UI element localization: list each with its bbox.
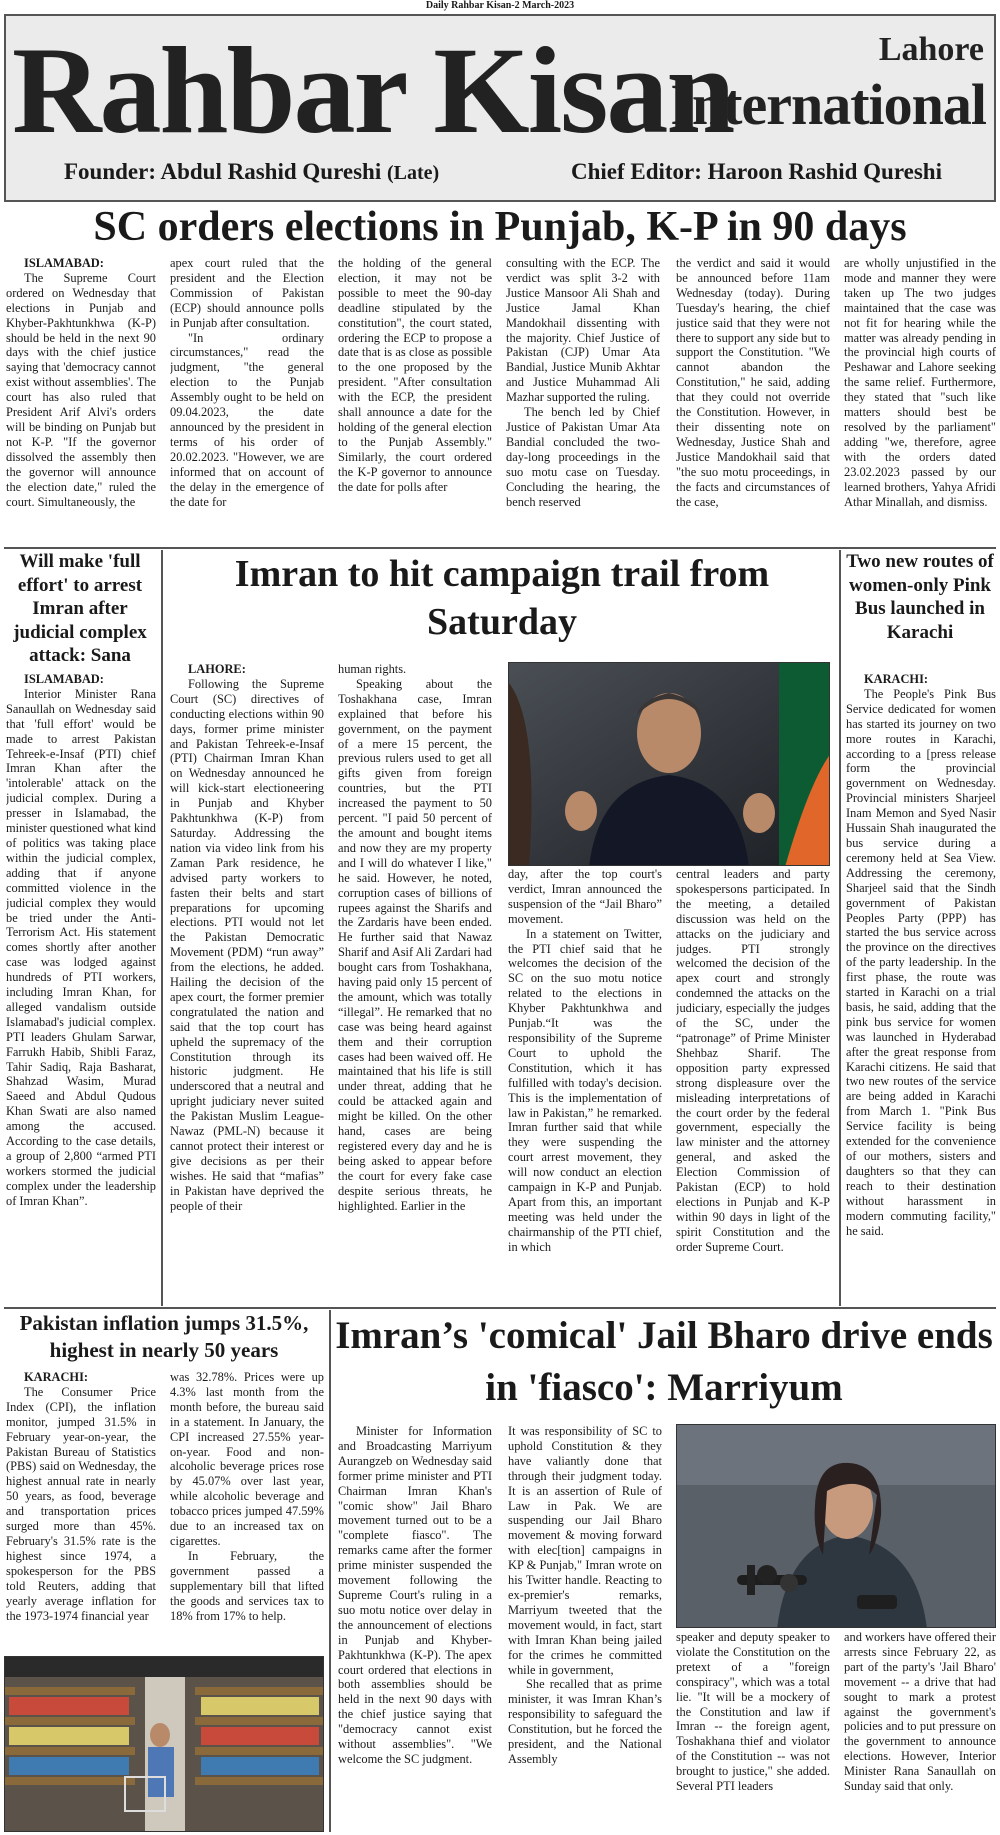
right-story-body [846, 672, 996, 1304]
lead-column-6 [844, 256, 996, 546]
marriyum-paragraph: It was responsibility of SC to uphold Constitution & they have valiantly done that through their judgment today. It is an assertion of Rule of Law in Pak. We are suspending our Jail Bharo movement & moving forward with elec[tion] campaigns in KP & Punjab," Imran wrote on his Twitter handle. Reacting to ex-premier's remarks, Marriyum tweeted that the movement would, in fact, start with Imran Khan being jailed for the crimes he committed while in government, [508, 1424, 662, 1677]
inflation-paragraph: was 32.78%. Prices were up 4.3% last month from the month before, the bureau said in a statement. In January, the CPI increased 27.55% year-on-year. Food and non-alcoholic beverage prices rose by 45.07% over last year, while alcoholic beverage and tobacco prices jumped 47.59% due to an increased tax on cigarettes. [170, 1370, 324, 1548]
lead-paragraph: apex court ruled that the president and the Election Commission of Pakistan (ECP) should announce polls in Punjab after consultation. [170, 256, 324, 330]
marriyum-headline-text: Imran’s 'comical' Jail Bharo drive ends in 'fiasco': Marriyum [335, 1314, 993, 1409]
lead-paragraph: "In ordinary circumstances," read the judgment, "the general election to the Punjab Assembly ought to be held on 09.04.2023, the date announced by the president in terms of his order of 20.02.2023. "However, we are informed that on account of the delay in the emergence of the date for [170, 330, 324, 509]
lead-column-5 [676, 256, 830, 546]
inflation-paragraph: The Consumer Price Index (CPI), the inflation monitor, jumped 31.5% in February year-on-year, the Pakistan Bureau of Statistics (PBS) said on Wednesday, the highest annual rate in nearly 50 years, as food, beverage and transportation prices surged more than 45%. February's 31.5% rate is the highest since 1974, a spokesperson for the PBS told Reuters, adding that yearly average inflation for the 1973-1974 financial year [6, 1384, 156, 1623]
lead-paragraph: the verdict and said it would be announced before 11am Wednesday (today). During Tuesday's hearing, the chief justice said that they were not there to support any side but to support the Constitution. "We cannot abandon the Constitution," he said, adding that they could not override the Constitution. However, in their dissenting note on Wednesday, Justice Shah and Justice Mandokhail said that "the suo motu proceedings, in the facts and circumstances of the case, [676, 256, 830, 509]
inflation-paragraph: In February, the government passed a supplementary bill that lifted the goods and services tax to 18% from 17% to help. [170, 1548, 324, 1623]
marriyum-paragraph: speaker and deputy speaker to violate the Constitution on the pretext of a "foreign conspiracy", which was a total lie. "It will be a mockery of the Constitution and law if Imran -- the foreign agent, Toshakhana thief and violator of the Constitution -- was not brought to justice," she added. Several PTI leaders [676, 1630, 830, 1794]
marriyum-column-3 [676, 1630, 830, 1832]
lead-dateline: ISLAMABAD: [24, 256, 104, 270]
column-divider [329, 1310, 331, 1832]
center-column-2 [338, 662, 492, 1304]
center-paragraph: Speaking about the Toshakhana case, Imran explained that before his government, on the payment of a mere 15 percent, the previous rulers used to get all gifts given from foreign countries, but the PTI increased the payment to 50 percent. "I paid 50 percent of the amount and bought items and now they are my property and I will do whatever I like," he said. However, he noted, corruption cases of billions of rupees against the Sharifs and the Zardaris have been ended. He further said that Nawaz Sharif and Asif Ali Zardari had bought cars from Toshakhana, having paid only 15 percent of the amount, which was totally “illegal”. He remarked that no case was being heard against them and their corruption cases had been waived off. He maintained that his life is still under threat, adding that he could be attacked again and might be killed. On the other hand, cases are being registered every day and he is being asked to appear before the court for every fake case despite serious threats, he highlighted. Earlier in the [338, 676, 492, 1213]
founder-label: Founder: Abdul Rashid Qureshi [64, 159, 382, 184]
lead-headline: SC orders elections in Punjab, K-P in 90 days [93, 204, 907, 250]
center-story-dateline: LAHORE: [188, 662, 246, 676]
marriyum-paragraph: She recalled that as prime minister, it was Imran Khan’s responsibility to safeguard the Constitution, but he forced the president, and the National Assembly [508, 1677, 662, 1766]
column-divider [839, 550, 841, 1306]
inflation-column-2 [170, 1370, 324, 1655]
inflation-headline: Pakistan inflation jumps 31.5%, highest in nearly 50 years [19, 1311, 309, 1362]
lead-paragraph: are wholly unjustified in the mode and manner they were taken up The two judges maintained that the case was not fit for hearing while the matter was already pending in the provincial high courts of Peshawar and Lahore seeking the same relief. Furthermore, they stated that "such like matters should best be resolved by the parliament" adding "we, therefore, agree with the orders dated 23.02.2023 passed by our learned brothers, Yahya Afridi Athar Minallah, and dismiss. [844, 256, 996, 509]
lead-column-3 [338, 256, 492, 546]
masthead-editor: Chief Editor: Haroon Rashid Qureshi [570, 159, 942, 184]
center-paragraph: human rights. [338, 662, 407, 676]
right-story-dateline: KARACHI: [864, 672, 929, 686]
center-paragraph: Following the Supreme Court (SC) directives of conducting elections within 90 days, former prime minister and Pakistan Tehreek-e-Insaf (PTI) Chairman Imran Khan on Wednesday announced he will kick-start electioneering in Punjab and Khyber Pakhtunkhwa (K-P) from Saturday. Addressing the nation via video link from his Zaman Park residence, he advised party workers to fasten their belts and start preparations for upcoming elections. PTI would not let the Pakistan Democratic Movement (PDM) “run away” from the elections, he added. Hailing the decision of the apex court, the former premier congratulated the nation and said that the top court has upheld the supremacy of the Constitution through its historic judgment. He underscored that a neutral and upright judiciary never suited the Pakistan Muslim League-Nawaz (PML-N) because it cannot protect their interest or give decisions as per their wishes. He said that “mafias” in Pakistan have deprived the people of their [170, 676, 324, 1213]
left-story-paragraph: Interior Minister Rana Sanaullah on Wednesday said that 'full effort' would be made to arrest Pakistan Tehreek-e-Insaf (PTI) chief Imran Khan after the 'intolerable' attack on the judicial complex. During a presser in Islamabad, the minister questioned what kind of politics was taking place within the judicial complex, adding that if anyone committed violence in the judicial complex they would be tried under the Anti-Terrorism Act. His statement comes shortly after another case was lodged against hundreds of PTI workers, including Imran Khan, for alleged vandalism outside Islamabad's judicial complex. PTI leaders Ghulam Sarwar, Farrukh Habib, Shibli Faraz, Tahir Sadiq, Raja Basharat, Shahzad Wasim, Murad Saeed and Abdul Qudous Khan Swati are also named among the accused. According to the case details, a group of 2,800 “armed PTI workers stormed the judicial complex under the leadership of Imran Khan”. [6, 686, 156, 1208]
imran-khan-photo [508, 662, 830, 866]
left-story-dateline: ISLAMABAD: [24, 672, 104, 686]
masthead-title: Rahbar Kisan [12, 22, 734, 159]
supermarket-photo-image [5, 1657, 324, 1832]
lead-paragraph: the holding of the general election, it may not be possible to meet the 90-day deadline stipulated by the constitution", the court stated, ordering the ECP to propose a date that is as close as possible to the one proposed by the president. "After consultation with the ECP, the president shall announce a date for the holding of the general election to the Punjab Assembly." Similarly, the court ordered the K-P governor to announce the date for polls after [338, 256, 492, 494]
marriyum-paragraph: Minister for Information and Broadcasting Marriyum Aurangzeb on Wednesday said former prime minister and PTI Chairman Imran Khan's "comic show" Jail Bharo movement turned out to be a "complete fiasco". The remarks came after the former prime minister suspended the movement following the Supreme Court's ruling in a suo motu notice over delay in the announcement of elections in Punjab and Khyber-Pakhtunkhwa (K-P). The apex court ordered that elections in both assemblies should be held in the next 90 days with the chief justice saying that "democracy cannot exist without assemblies". "We welcome the SC judgment. [338, 1424, 492, 1766]
marriyum-aurangzeb-photo [676, 1424, 996, 1628]
marriyum-aurangzeb-photo-image [677, 1425, 996, 1628]
left-story-headline: Will make 'full effort' to arrest Imran after judicial complex attack: Sana [13, 551, 147, 666]
masthead-founder [64, 158, 439, 187]
masthead-city: Lahore [878, 31, 984, 68]
right-story-paragraph: The People's Pink Bus Service dedicated for women has started its journey on two more routes in Karachi, according to a [press release form the provincial government on Wednesday. Provincial ministers Sharjeel Inam Memon and Syed Nasir Hussain Shah inaugurated the bus service during a ceremony held at Sea View. Addressing the ceremony, Sharjeel said that the Sindh government of Pakistan Peoples Party (PPP) has started the bus service across the province on the directives of the party leadership. In the first phase, the route was started in Karachi on a trial basis, he said, adding that the pink bus service for women was launched in Hyderabad after the great response from Karachi citizens. He said that two new routes of the service are being added in Karachi from March 1. "Pink Bus Service facility is being extended for the convenience of our mothers, sisters and daughters so that they can reach to their destination without harassment in modern commuting facility," he said. [846, 686, 996, 1238]
lead-column-1 [6, 256, 156, 546]
center-paragraph: In a statement on Twitter, the PTI chief said that he welcomes the decision of the SC on the suo motu notice related to the elections in Khyber Pakhtunkhwa and Punjab.“It was the responsibility of the Supreme Court to uphold the Constitution, which it has fulfilled with today's decision. This is the implementation of law in Pakistan,” he remarked. Imran further said that while they were suspending the court arrest movement, they will now conduct an election campaign in K-P and Punjab. Apart from this, an important meeting was held under the chairmanship of the PTI chief, in which [508, 926, 662, 1254]
masthead [4, 14, 996, 202]
center-column-4 [676, 867, 830, 1304]
center-paragraph: central leaders and party spokespersons participated. In the meeting, a detailed discussion was held on the attacks on the judiciary and judges. PTI strongly welcomed the decision of the apex court and strongly condemned the attacks on the judiciary, especially the judges of the SC, under the “patronage” of Prime Minister Shehbaz Sharif. The opposition party expressed strong displeasure over the misleading interpretations of the court order by the federal government, especially the law minister and the attorney general, and asked the Election Commission of Pakistan (ECP) to hold elections in Punjab and K-P within 90 days in light of the spirit Constitution and the order Supreme Court. [676, 867, 830, 1254]
center-column-1 [170, 662, 324, 1304]
lead-column-4 [506, 256, 660, 546]
supermarket-photo [4, 1656, 324, 1832]
inflation-column-1 [6, 1370, 156, 1655]
left-story-body [6, 672, 156, 1304]
imran-khan-photo-image [509, 663, 830, 866]
marriyum-column-4 [844, 1630, 996, 1832]
column-divider [161, 550, 163, 1306]
center-story-headline: Imran to hit campaign trail from Saturday [234, 553, 770, 643]
marriyum-column-1 [338, 1424, 492, 1832]
founder-note: (Late) [386, 162, 440, 184]
lead-paragraph: The Supreme Court ordered on Wednesday that elections in Punjab and Khyber-Pakhtunkhwa (K-P) should be held in the next 90 days with the chief justice saying that 'democracy cannot exist without assemblies'. The court has also ruled that President Arif Alvi's orders will be binding on Punjab but not K-P. "If the governor dissolved the assembly then the governor will announce the election date," ruled the court. Simultaneously, the [6, 270, 156, 509]
inflation-dateline: KARACHI: [24, 1370, 89, 1384]
marriyum-paragraph: and workers have offered their arrests since February 22, as part of the party's 'Jail Bharo' movement -- a drive that had sought to mark a protest against the government's policies and to put pressure on the government to announce elections. However, Interior Minister Rana Sanaullah on Sunday said that only. [844, 1630, 996, 1794]
lead-paragraph: The bench led by Chief Justice of Pakistan Umar Ata Bandial concluded the two-day-long proceedings in the suo motu case on Tuesday. Concluding the hearing, the bench reserved [506, 405, 660, 509]
marriyum-column-2 [508, 1424, 662, 1832]
center-column-3 [508, 867, 662, 1304]
section-divider [4, 1307, 996, 1309]
section-divider [4, 547, 996, 549]
lead-column-2 [170, 256, 324, 546]
right-story-headline: Two new routes of women-only Pink Bus launched in Karachi [846, 551, 994, 643]
masthead-edition: International [670, 72, 986, 137]
center-paragraph: day, after the top court's verdict, Imran announced the suspension of the “Jail Bharo” movement. [508, 867, 662, 926]
lead-paragraph: consulting with the ECP. The verdict was split 3-2 with Justice Mansoor Ali Shah and Justice Jamal Khan Mandokhail dissenting with the majority. Chief Justice of Pakistan (CJP) Umar Ata Bandial, Justice Munib Akhtar and Justice Muhammad Ali Mazhar supported the ruling. [506, 256, 660, 405]
dateline: Daily Rahbar Kisan-2 March-2023 [425, 0, 575, 11]
marriyum-headline [332, 1310, 996, 1414]
